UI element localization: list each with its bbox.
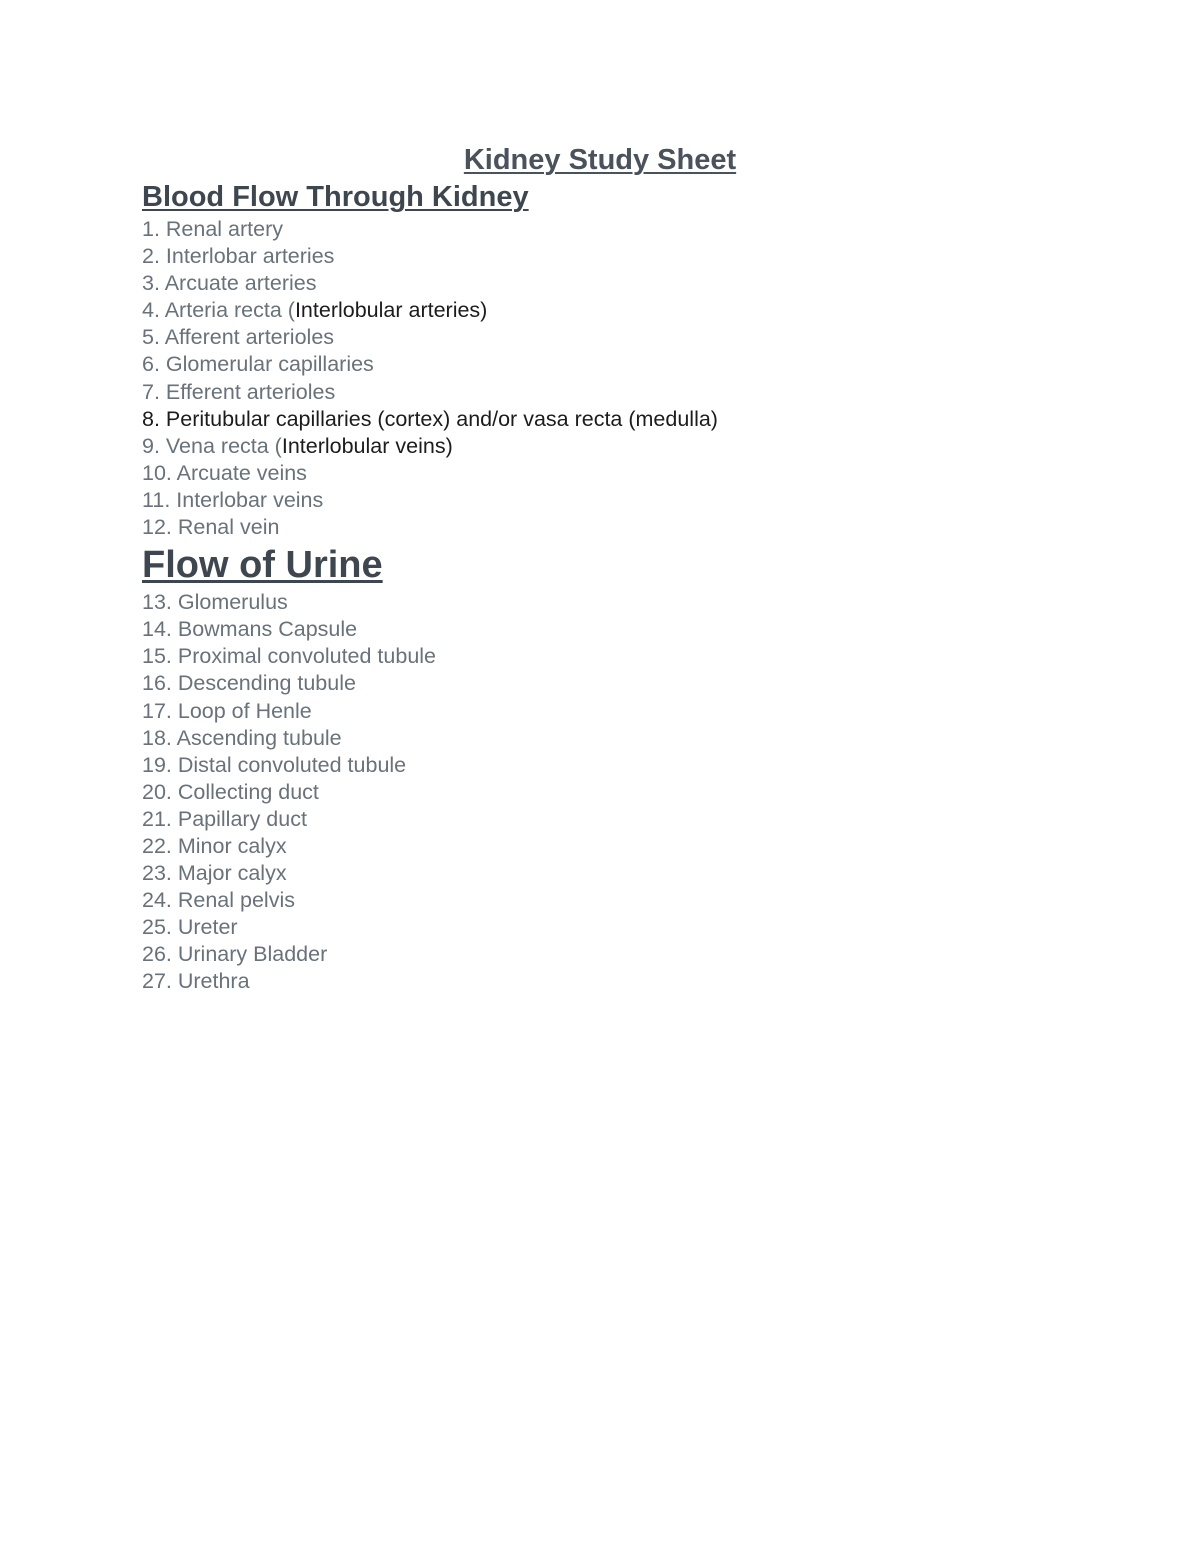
list-item: 8. Peritubular capillaries (cortex) and/or vasa recta (medulla): [142, 406, 718, 431]
list-item: 2. Interlobar arteries: [142, 244, 335, 269]
list-item: 20. Collecting duct: [142, 779, 319, 804]
list-item: 21. Papillary duct: [142, 806, 307, 831]
list-item: 10. Arcuate veins: [142, 460, 307, 485]
list-item: 24. Renal pelvis: [142, 888, 295, 913]
blood-flow-heading: Blood Flow Through Kidney: [142, 181, 529, 213]
list-item: 5. Afferent arterioles: [142, 325, 335, 350]
blood-flow-list: [142, 216, 1058, 541]
urine-flow-heading: Flow of Urine: [142, 544, 383, 587]
list-item: 13. Glomerulus: [142, 590, 288, 615]
list-item: 4. Arteria recta (Interlobular arteries): [142, 298, 488, 323]
list-item: 14. Bowmans Capsule: [142, 617, 358, 642]
list-item: 27. Urethra: [142, 969, 250, 994]
list-item: 25. Ureter: [142, 915, 238, 940]
list-item: 7. Efferent arterioles: [142, 379, 336, 404]
list-item: 15. Proximal convoluted tubule: [142, 644, 437, 669]
document-title: Kidney Study Sheet: [463, 144, 737, 176]
list-item: 19. Distal convoluted tubule: [142, 752, 407, 777]
list-item: 17. Loop of Henle: [142, 698, 312, 723]
list-item: 12. Renal vein: [142, 515, 280, 540]
list-item: 16. Descending tubule: [142, 671, 356, 696]
list-item: 23. Major calyx: [142, 861, 287, 886]
list-item: 3. Arcuate arteries: [142, 271, 317, 296]
list-item: 9. Vena recta (Interlobular veins): [142, 433, 453, 458]
document-page: [142, 140, 1058, 996]
list-item: 11. Interlobar veins: [142, 487, 324, 512]
list-item: 1. Renal artery: [142, 217, 284, 241]
list-item: 6. Glomerular capillaries: [142, 352, 374, 377]
urine-flow-list: [142, 589, 1058, 995]
list-item: 26. Urinary Bladder: [142, 942, 328, 967]
list-item: 18. Ascending tubule: [142, 725, 342, 750]
list-item: 22. Minor calyx: [142, 833, 287, 858]
